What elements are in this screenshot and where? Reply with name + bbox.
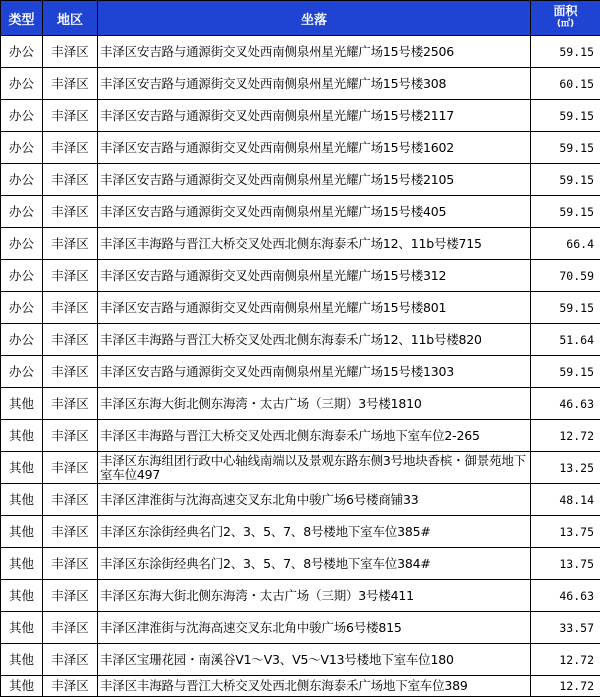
cell-location: 丰泽区安吉路与通源街交叉处西南侧泉州星光耀广场15号楼405 bbox=[98, 196, 531, 228]
table-row bbox=[1, 164, 600, 196]
table-row bbox=[1, 644, 600, 676]
table-row bbox=[1, 36, 600, 68]
cell-area: 48.14 bbox=[531, 484, 600, 516]
cell-location: 丰泽区安吉路与通源街交叉处西南侧泉州星光耀广场15号楼1303 bbox=[98, 356, 531, 388]
cell-location: 丰泽区东海大街北侧东海湾・太古广场（三期）3号楼1810 bbox=[98, 388, 531, 420]
table-row bbox=[1, 68, 600, 100]
cell-district: 丰泽区 bbox=[43, 484, 98, 516]
cell-area: 59.15 bbox=[531, 356, 600, 388]
table-row bbox=[1, 228, 600, 260]
cell-district: 丰泽区 bbox=[43, 516, 98, 548]
header-district: 地区 bbox=[43, 1, 98, 36]
cell-district: 丰泽区 bbox=[43, 132, 98, 164]
header-location: 坐落 bbox=[98, 1, 531, 36]
table-row bbox=[1, 324, 600, 356]
table-row bbox=[1, 452, 600, 484]
cell-area: 59.15 bbox=[531, 292, 600, 324]
cell-area: 70.59 bbox=[531, 260, 600, 292]
cell-district: 丰泽区 bbox=[43, 228, 98, 260]
cell-district: 丰泽区 bbox=[43, 580, 98, 612]
cell-location: 丰泽区东海大街北侧东海湾・太古广场（三期）3号楼411 bbox=[98, 580, 531, 612]
cell-area: 12.72 bbox=[531, 420, 600, 452]
cell-location: 丰泽区安吉路与通源街交叉处西南侧泉州星光耀广场15号楼312 bbox=[98, 260, 531, 292]
cell-location: 丰泽区安吉路与通源街交叉处西南侧泉州星光耀广场15号楼308 bbox=[98, 68, 531, 100]
cell-district: 丰泽区 bbox=[43, 260, 98, 292]
cell-type: 其他 bbox=[1, 644, 43, 676]
cell-district: 丰泽区 bbox=[43, 420, 98, 452]
cell-type: 其他 bbox=[1, 676, 43, 697]
cell-type: 办公 bbox=[1, 228, 43, 260]
cell-location: 丰泽区丰海路与晋江大桥交叉处西北侧东海泰禾广场12、11b号楼715 bbox=[98, 228, 531, 260]
cell-location: 丰泽区津淮街与沈海高速交叉东北角中骏广场6号楼815 bbox=[98, 612, 531, 644]
cell-location: 丰泽区津淮街与沈海高速交叉东北角中骏广场6号楼商铺33 bbox=[98, 484, 531, 516]
header-area-label: 面积 bbox=[531, 5, 600, 18]
cell-type: 其他 bbox=[1, 516, 43, 548]
table-row bbox=[1, 132, 600, 164]
cell-area: 33.57 bbox=[531, 612, 600, 644]
header-area-unit: (㎡) bbox=[531, 18, 600, 31]
cell-district: 丰泽区 bbox=[43, 676, 98, 697]
table-row bbox=[1, 484, 600, 516]
cell-area: 13.75 bbox=[531, 516, 600, 548]
cell-type: 办公 bbox=[1, 68, 43, 100]
cell-location: 丰泽区丰海路与晋江大桥交叉处西北侧东海泰禾广场地下室车位389 bbox=[98, 676, 531, 697]
cell-location: 丰泽区安吉路与通源街交叉处西南侧泉州星光耀广场15号楼1602 bbox=[98, 132, 531, 164]
cell-district: 丰泽区 bbox=[43, 100, 98, 132]
cell-location: 丰泽区丰海路与晋江大桥交叉处西北侧东海泰禾广场地下室车位2-265 bbox=[98, 420, 531, 452]
cell-type: 其他 bbox=[1, 612, 43, 644]
cell-area: 46.63 bbox=[531, 580, 600, 612]
cell-type: 其他 bbox=[1, 388, 43, 420]
cell-area: 59.15 bbox=[531, 132, 600, 164]
cell-area: 59.15 bbox=[531, 164, 600, 196]
cell-area: 51.64 bbox=[531, 324, 600, 356]
table-row bbox=[1, 292, 600, 324]
cell-district: 丰泽区 bbox=[43, 612, 98, 644]
cell-location: 丰泽区安吉路与通源街交叉处西南侧泉州星光耀广场15号楼2117 bbox=[98, 100, 531, 132]
cell-location: 丰泽区东涂街经典名门2、3、5、7、8号楼地下室车位385# bbox=[98, 516, 531, 548]
table-row bbox=[1, 580, 600, 612]
cell-type: 办公 bbox=[1, 100, 43, 132]
cell-area: 60.15 bbox=[531, 68, 600, 100]
header-row bbox=[1, 1, 600, 36]
cell-district: 丰泽区 bbox=[43, 68, 98, 100]
table-row bbox=[1, 196, 600, 228]
cell-area: 59.15 bbox=[531, 36, 600, 68]
cell-area: 59.15 bbox=[531, 100, 600, 132]
cell-type: 办公 bbox=[1, 292, 43, 324]
table-row bbox=[1, 612, 600, 644]
cell-district: 丰泽区 bbox=[43, 356, 98, 388]
table-row bbox=[1, 356, 600, 388]
cell-district: 丰泽区 bbox=[43, 644, 98, 676]
cell-district: 丰泽区 bbox=[43, 36, 98, 68]
cell-area: 12.72 bbox=[531, 644, 600, 676]
cell-type: 其他 bbox=[1, 580, 43, 612]
cell-district: 丰泽区 bbox=[43, 292, 98, 324]
cell-area: 59.15 bbox=[531, 196, 600, 228]
cell-type: 办公 bbox=[1, 132, 43, 164]
cell-location: 丰泽区东涂街经典名门2、3、5、7、8号楼地下室车位384# bbox=[98, 548, 531, 580]
cell-district: 丰泽区 bbox=[43, 388, 98, 420]
cell-area: 66.4 bbox=[531, 228, 600, 260]
cell-type: 办公 bbox=[1, 36, 43, 68]
cell-type: 其他 bbox=[1, 548, 43, 580]
header-type: 类型 bbox=[1, 1, 43, 36]
cell-district: 丰泽区 bbox=[43, 452, 98, 484]
cell-type: 办公 bbox=[1, 324, 43, 356]
table-row bbox=[1, 676, 600, 697]
table-row bbox=[1, 516, 600, 548]
cell-area: 13.75 bbox=[531, 548, 600, 580]
cell-area: 13.25 bbox=[531, 452, 600, 484]
cell-district: 丰泽区 bbox=[43, 196, 98, 228]
cell-location: 丰泽区丰海路与晋江大桥交叉处西北侧东海泰禾广场12、11b号楼820 bbox=[98, 324, 531, 356]
cell-location: 丰泽区安吉路与通源街交叉处西南侧泉州星光耀广场15号楼801 bbox=[98, 292, 531, 324]
cell-type: 其他 bbox=[1, 484, 43, 516]
header-area bbox=[531, 1, 600, 36]
cell-type: 办公 bbox=[1, 356, 43, 388]
cell-area: 46.63 bbox=[531, 388, 600, 420]
cell-location: 丰泽区东海组团行政中心轴线南端以及景观东路东侧3号地块香槟・御景苑地下室车位497 bbox=[98, 452, 531, 484]
cell-location: 丰泽区安吉路与通源街交叉处西南侧泉州星光耀广场15号楼2105 bbox=[98, 164, 531, 196]
cell-district: 丰泽区 bbox=[43, 324, 98, 356]
cell-location: 丰泽区宝珊花园・南溪谷V1～V3、V5～V13号楼地下室车位180 bbox=[98, 644, 531, 676]
cell-type: 其他 bbox=[1, 452, 43, 484]
cell-type: 其他 bbox=[1, 420, 43, 452]
table-row bbox=[1, 260, 600, 292]
cell-area: 12.72 bbox=[531, 676, 600, 697]
table-row bbox=[1, 388, 600, 420]
table-row bbox=[1, 420, 600, 452]
cell-type: 办公 bbox=[1, 164, 43, 196]
table-row bbox=[1, 100, 600, 132]
cell-district: 丰泽区 bbox=[43, 548, 98, 580]
cell-type: 办公 bbox=[1, 260, 43, 292]
cell-location: 丰泽区安吉路与通源街交叉处西南侧泉州星光耀广场15号楼2506 bbox=[98, 36, 531, 68]
cell-district: 丰泽区 bbox=[43, 164, 98, 196]
table-row bbox=[1, 548, 600, 580]
cell-type: 办公 bbox=[1, 196, 43, 228]
